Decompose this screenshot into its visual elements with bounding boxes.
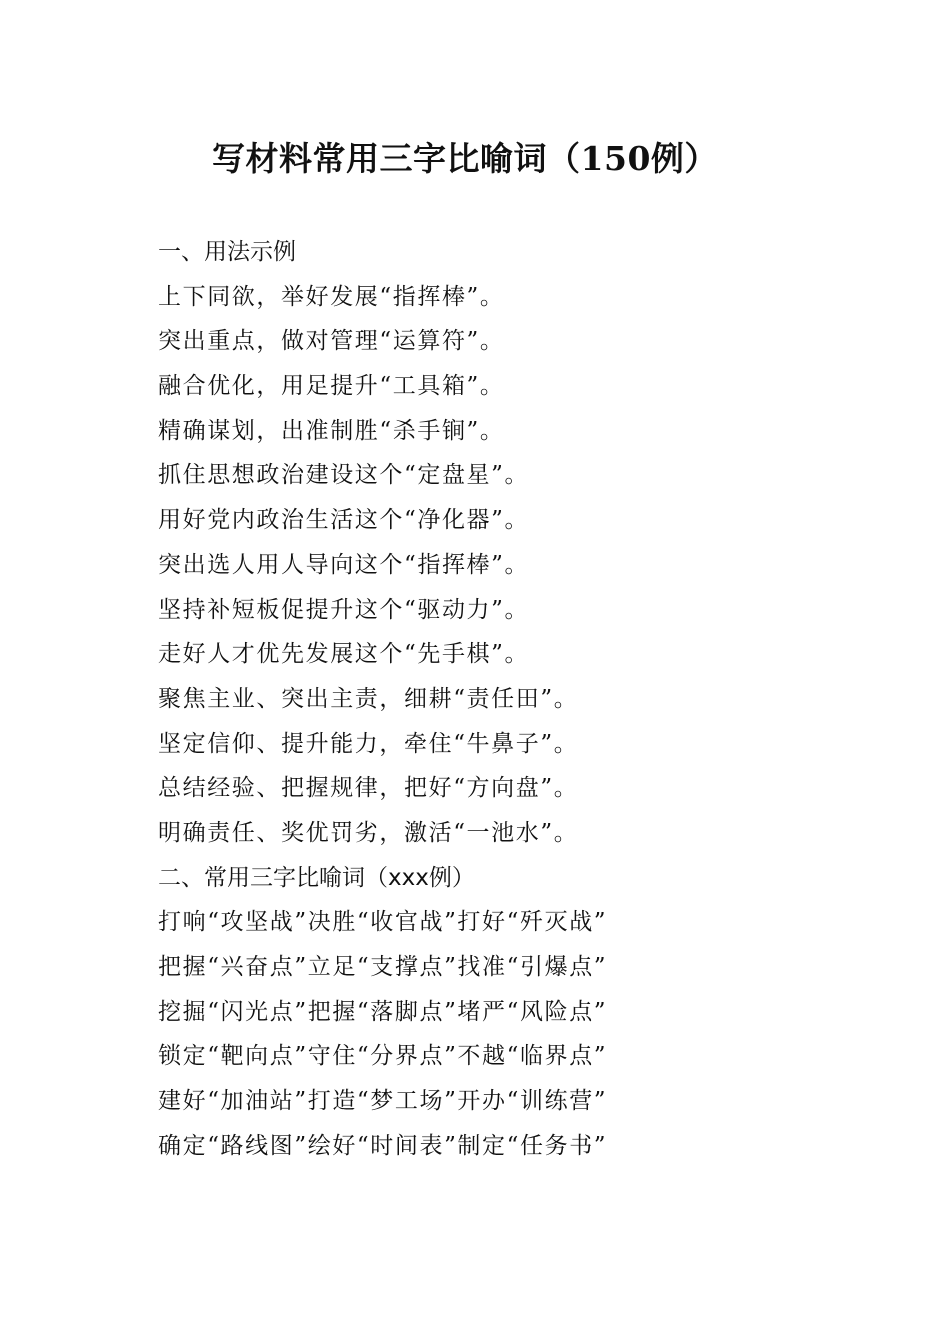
metaphor-word-line: 确定“路线图”绘好“时间表”制定“任务书” [158, 1132, 608, 1159]
metaphor-word-line: 打响“攻坚战”决胜“收官战”打好“歼灭战” [158, 909, 608, 936]
usage-example-line: 坚持补短板促提升这个“驱动力”。 [158, 596, 530, 623]
usage-example-line: 走好人才优先发展这个“先手棋”。 [158, 641, 530, 668]
metaphor-word-line: 建好“加油站”打造“梦工场”开办“训练营” [158, 1088, 608, 1115]
metaphor-word-line: 锁定“靶向点”守住“分界点”不越“临界点” [158, 1043, 608, 1070]
usage-example-line: 用好党内政治生活这个“净化器”。 [158, 507, 530, 534]
usage-example-line: 精确谋划，出准制胜“杀手锏”。 [158, 417, 505, 444]
section-heading-common-metaphors: 二、常用三字比喻词（xxx例） [158, 864, 475, 891]
usage-example-line: 聚焦主业、突出主责，细耕“责任田”。 [158, 685, 579, 712]
metaphor-word-line: 挖掘“闪光点”把握“落脚点”堵严“风险点” [158, 998, 608, 1025]
usage-example-list [158, 275, 798, 856]
usage-example-line: 上下同欲，举好发展“指挥棒”。 [158, 283, 505, 310]
usage-example-line: 突出选人用人导向这个“指挥棒”。 [158, 551, 530, 578]
usage-example-line: 坚定信仰、提升能力，牵住“牛鼻子”。 [158, 730, 579, 757]
metaphor-word-line: 把握“兴奋点”立足“支撑点”找准“引爆点” [158, 954, 608, 980]
metaphor-word-list [158, 900, 798, 1168]
usage-example-line: 明确责任、奖优罚劣，激活“一池水”。 [158, 819, 579, 846]
usage-example-line: 突出重点，做对管理“运算符”。 [158, 328, 505, 355]
section-heading-usage-examples: 一、用法示例 [158, 239, 296, 265]
usage-example-line: 抓住思想政治建设这个“定盘星”。 [158, 462, 530, 489]
usage-example-line: 总结经验、把握规律，把好“方向盘”。 [158, 775, 579, 802]
document-body [158, 230, 798, 1168]
usage-example-line: 融合优化，用足提升“工具箱”。 [158, 373, 505, 400]
document-title: 写材料常用三字比喻词（150例） [212, 139, 718, 178]
